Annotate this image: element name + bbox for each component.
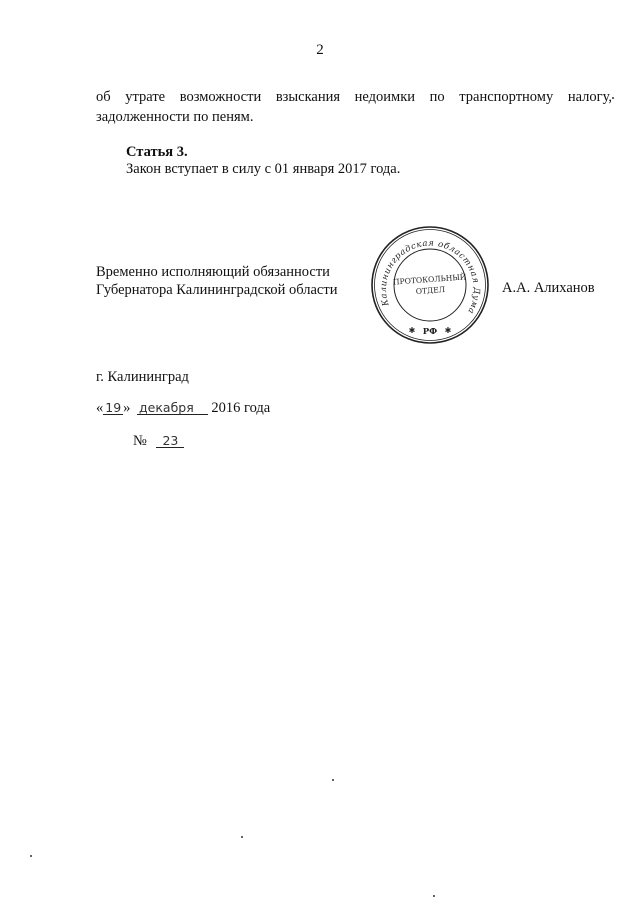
page-number: 2: [316, 42, 324, 58]
seal-bottom-text: РФ: [422, 327, 438, 337]
date-close-quote: »: [123, 400, 131, 416]
signatory-name: А.А. Алиханов: [502, 280, 595, 296]
signatory-position-line-1: Временно исполняющий обязанности: [96, 264, 330, 280]
seal-center-line-1: ПРОТОКОЛЬНЫЙ: [392, 272, 467, 287]
article-title: Статья 3.: [126, 144, 188, 160]
scan-speck: [433, 895, 435, 897]
law-number: [133, 433, 184, 450]
signing-date: [96, 400, 270, 417]
date-month: декабря: [137, 401, 208, 415]
scan-speck: [612, 97, 614, 99]
article-text: Закон вступает в силу с 01 января 2017 года.: [126, 161, 401, 177]
seal-star-right-icon: ✱: [444, 326, 452, 335]
number-sign: №: [133, 433, 147, 449]
body-line-2: задолженности по пеням.: [96, 109, 254, 125]
seal-outer-text: Калининградская областная Дума: [378, 238, 482, 316]
seal-center-line-2: ОТДЕЛ: [415, 284, 446, 296]
scan-speck: [241, 836, 243, 838]
scan-speck: [30, 855, 32, 857]
number-value: 23: [156, 434, 184, 448]
place-of-signing: г. Калининград: [96, 369, 189, 385]
date-open-quote: «: [96, 400, 104, 416]
signatory-position-line-2: Губернатора Калининградской области: [96, 282, 338, 298]
official-seal: [369, 224, 491, 346]
date-year: 2016 года: [211, 400, 271, 416]
body-line-1: об утрате возможности взыскания недоимки по транспортному налогу,: [96, 89, 612, 105]
date-day: 19: [105, 400, 122, 415]
seal-star-left-icon: ✱: [408, 326, 416, 335]
scan-speck: [332, 779, 334, 781]
